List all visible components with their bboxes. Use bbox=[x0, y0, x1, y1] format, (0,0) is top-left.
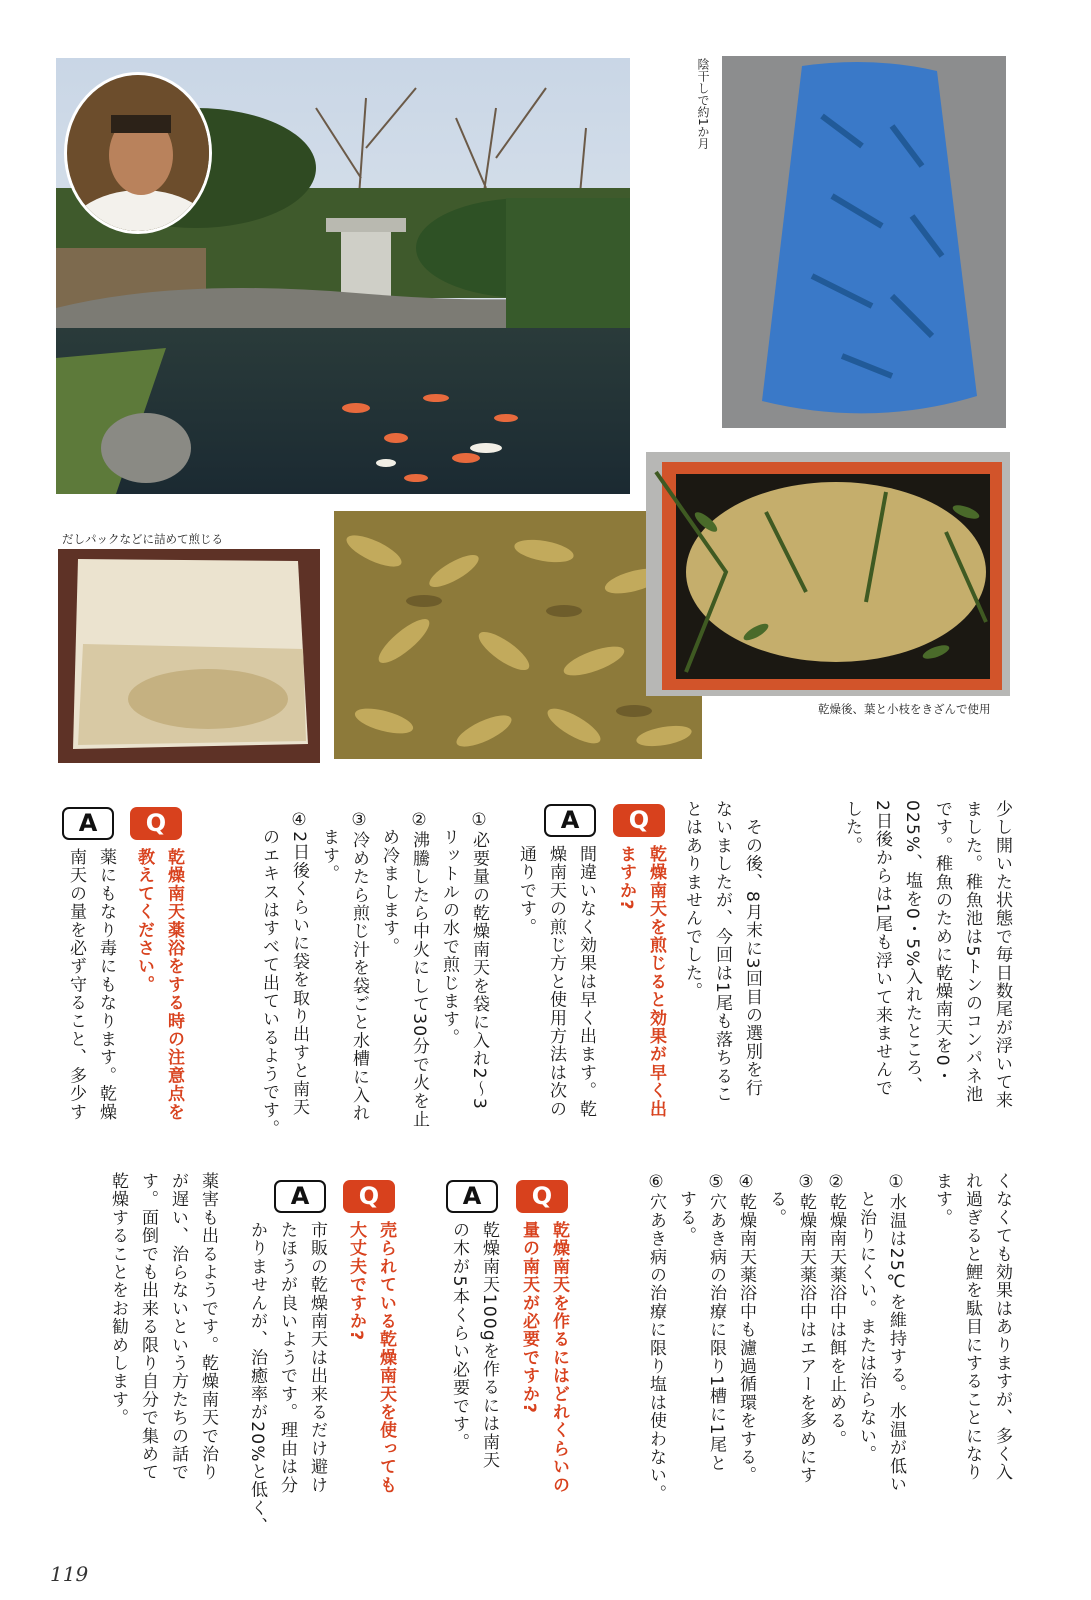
text-line: 025%、塩を0・5%入れたところ、 bbox=[902, 800, 922, 1095]
question-1 bbox=[611, 845, 671, 1118]
answer-badge: A bbox=[446, 1180, 498, 1213]
text-line: 燥南天の煎じ方と使用方法は次の bbox=[546, 845, 566, 1118]
answer-badge: A bbox=[544, 804, 596, 837]
text-line: 間違いなく効果は早く出ます。乾 bbox=[576, 845, 596, 1118]
question-badge: Q bbox=[516, 1180, 568, 1213]
upper-paragraph-result bbox=[677, 800, 767, 1103]
step-line: ①必要量の乾燥南天を袋に入れ2〜3 bbox=[469, 810, 489, 1111]
question-badge: Q bbox=[343, 1180, 395, 1213]
question-line: 乾燥南天を煎じると効果が早く出 bbox=[646, 845, 666, 1118]
text-line: す。面倒でも出来る限り自分で集めて bbox=[138, 1172, 158, 1482]
text-line: が遅い、治らないという方たちの話で bbox=[168, 1172, 188, 1482]
text-line: 通りです。 bbox=[516, 845, 536, 936]
step-line: リットルの水で煎じます。 bbox=[439, 810, 459, 1047]
rule-line: る。 bbox=[766, 1172, 786, 1227]
text-line: ます。 bbox=[932, 1172, 952, 1227]
rule-line: ②乾燥南天薬浴中は餌を止める。 bbox=[826, 1172, 846, 1448]
rule-line: ⑥穴あき病の治療に限り塩は使わない。 bbox=[646, 1172, 666, 1503]
question-line: 量の南天が必要ですか? bbox=[519, 1221, 539, 1415]
text-line: 薬害も出るようです。乾燥南天で治り bbox=[198, 1172, 218, 1482]
text-line: ました。稚魚池は5トンのコンパネ池 bbox=[962, 800, 982, 1104]
caption-bag: 陰干しで約1か月 bbox=[696, 58, 710, 150]
rule-line: ⑤穴あき病の治療に限り1槽に1尾と bbox=[706, 1172, 726, 1473]
text-line: かりませんが、治癒率が20%と低く、 bbox=[247, 1221, 267, 1536]
upper-paragraph-intro bbox=[837, 800, 1017, 1109]
lower-paragraph-intro bbox=[927, 1172, 1017, 1481]
chopped-nanten-tray-photo bbox=[646, 452, 1010, 696]
text-line: です。稚魚のために乾燥南天を0・ bbox=[932, 800, 952, 1086]
dashi-pack-photo bbox=[58, 549, 320, 763]
text-line: れ過ぎると鯉を駄目にすることになり bbox=[962, 1172, 982, 1482]
answer-3 bbox=[444, 1221, 504, 1469]
step-line: のエキスはすべて出ているようです。 bbox=[259, 810, 279, 1138]
step-line: ②沸騰したら中火にして30分で火を止 bbox=[409, 810, 429, 1129]
question-line: 乾燥南天薬浴をする時の注意点を bbox=[164, 848, 184, 1121]
caption-pack: だしパックなどに詰めて煎じる bbox=[62, 532, 223, 546]
question-line: ますか? bbox=[616, 845, 636, 911]
answer-badge: A bbox=[274, 1180, 326, 1213]
caption-tray: 乾燥後、葉と小枝をきざんで使用 bbox=[818, 702, 991, 716]
drying-net-bag-photo bbox=[722, 56, 1006, 428]
text-line: 南天の量を必ず守ること、多少す bbox=[66, 848, 86, 1121]
author-portrait bbox=[64, 72, 212, 234]
question-4 bbox=[341, 1221, 401, 1494]
text-line: とはありませんでした。 bbox=[682, 800, 702, 1001]
question-2 bbox=[129, 848, 189, 1121]
rule-line: と治りにくい。または治らない。 bbox=[856, 1172, 876, 1464]
answer-1 bbox=[511, 845, 601, 1118]
question-badge: Q bbox=[130, 807, 182, 840]
text-line: ないましたが、今回は1尾も落ちるこ bbox=[712, 800, 732, 1104]
text-line: 乾燥することをお勧めします。 bbox=[108, 1172, 128, 1427]
question-line: 大丈夫ですか? bbox=[346, 1221, 366, 1342]
step-line: ④2日後くらいに袋を取り出すと南天 bbox=[289, 810, 309, 1117]
text-line: 市販の乾燥南天は出来るだけ避け bbox=[307, 1221, 327, 1494]
page-number: 119 bbox=[50, 1562, 89, 1586]
text-line: の木が5本くらい必要です。 bbox=[449, 1221, 469, 1452]
bath-rules bbox=[641, 1172, 911, 1503]
question-line: 乾燥南天を作るにはどれくらいの bbox=[549, 1221, 569, 1494]
text-line: 2日後からは1尾も浮いて来ませんで bbox=[872, 800, 892, 1098]
text-line: した。 bbox=[842, 800, 862, 855]
text-line: 少し開いた状態で毎日数尾が浮いて来 bbox=[992, 800, 1012, 1110]
step-line: ます。 bbox=[319, 810, 339, 883]
question-badge: Q bbox=[613, 804, 665, 837]
text-line: 薬にもなり毒にもなります。乾燥 bbox=[96, 848, 116, 1121]
step-line: め冷まします。 bbox=[379, 810, 399, 956]
question-line: 売られている乾燥南天を使っても bbox=[376, 1221, 396, 1494]
step-line: ③冷めたら煎じ汁を袋ごと水槽に入れ bbox=[349, 810, 369, 1123]
rule-line: ③乾燥南天薬浴中はエアーを多めにす bbox=[796, 1172, 816, 1485]
rule-line: ④乾燥南天薬浴中も濾過循環をする。 bbox=[736, 1172, 756, 1485]
decoction-steps bbox=[254, 810, 494, 1138]
rule-line: する。 bbox=[676, 1172, 696, 1245]
text-line: くなくても効果はありますが、多く入 bbox=[992, 1172, 1012, 1482]
answer-2 bbox=[61, 848, 121, 1121]
text-line: 乾燥南天100gを作るには南天 bbox=[479, 1221, 499, 1470]
text-line: その後、8月末に3回目の選別を行 bbox=[742, 800, 762, 1098]
text-line: たほうが良いようです。理由は分 bbox=[277, 1221, 297, 1494]
answer-4-continued bbox=[103, 1172, 223, 1481]
answer-badge: A bbox=[62, 807, 114, 840]
question-3 bbox=[514, 1221, 574, 1494]
rule-line: ①水温は25℃を維持する。水温が低い bbox=[886, 1172, 906, 1494]
answer-4 bbox=[242, 1221, 332, 1535]
question-line: 教えてください。 bbox=[134, 848, 154, 994]
